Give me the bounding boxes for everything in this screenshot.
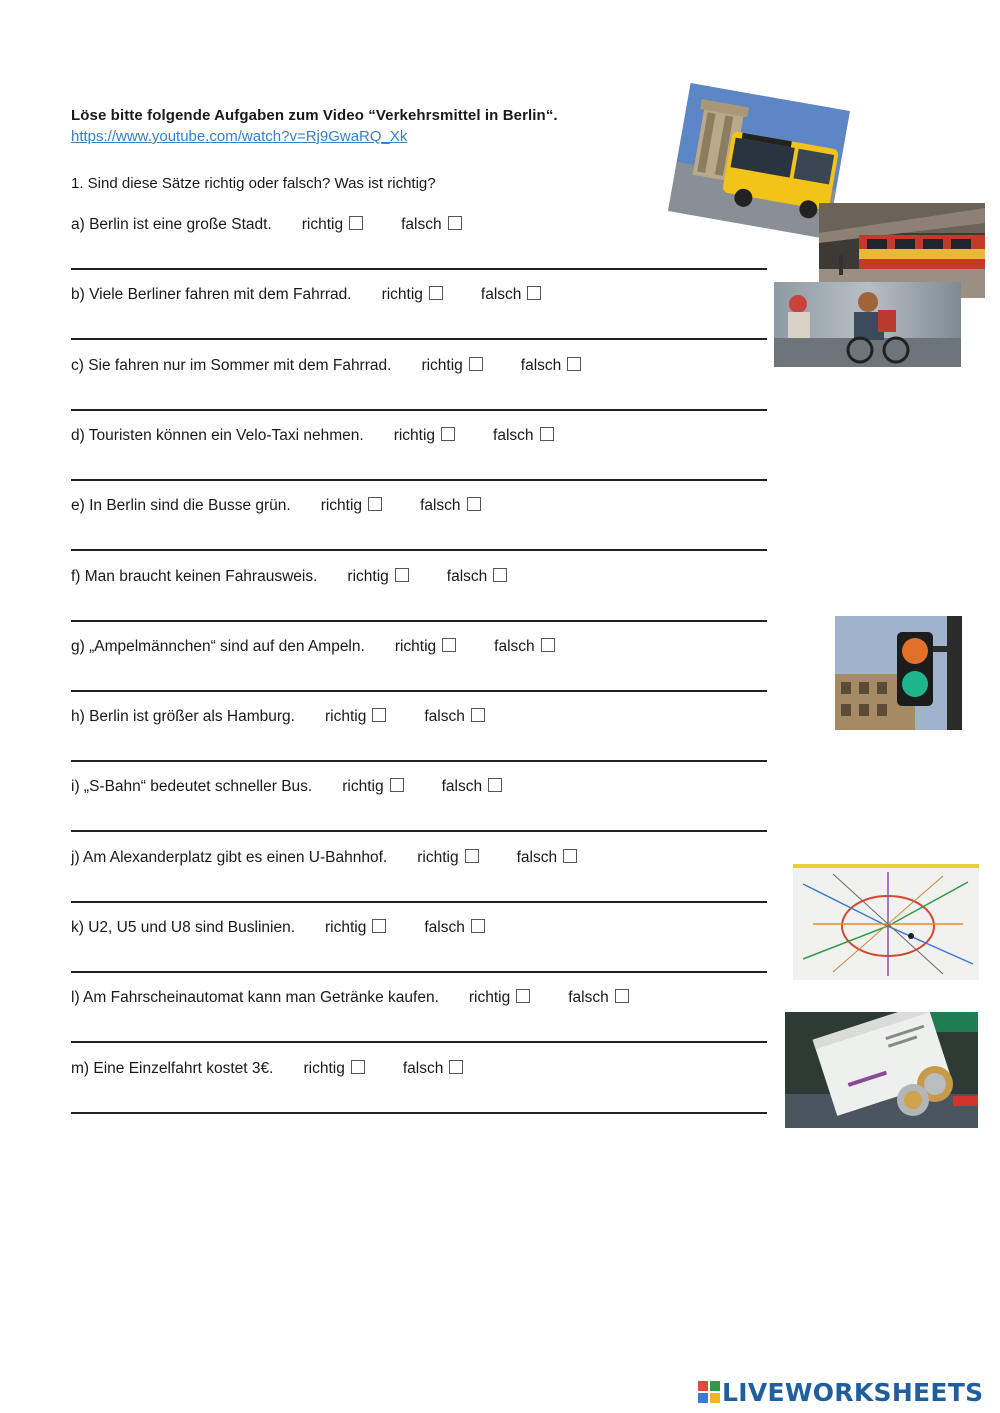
- richtig-label: richtig: [393, 427, 436, 444]
- question-text: k) U2, U5 und U8 sind Buslinien.: [71, 919, 296, 936]
- falsch-label: falsch: [402, 1060, 444, 1077]
- richtig-option[interactable]: [421, 357, 482, 375]
- falsch-option[interactable]: [420, 497, 481, 515]
- falsch-option[interactable]: [517, 849, 578, 867]
- answer-line[interactable]: [71, 268, 767, 270]
- falsch-label: falsch: [424, 708, 465, 725]
- falsch-checkbox[interactable]: [527, 286, 541, 300]
- falsch-checkbox[interactable]: [488, 778, 502, 792]
- answer-line[interactable]: [71, 549, 767, 551]
- falsch-checkbox[interactable]: [471, 708, 485, 722]
- richtig-label: richtig: [417, 849, 459, 866]
- question-row: [71, 708, 485, 726]
- falsch-label: falsch: [424, 919, 465, 936]
- falsch-checkbox[interactable]: [467, 497, 481, 511]
- richtig-checkbox[interactable]: [429, 286, 443, 300]
- richtig-checkbox[interactable]: [469, 357, 483, 371]
- traffic-light-photo: [835, 616, 962, 730]
- falsch-checkbox[interactable]: [449, 1060, 463, 1074]
- falsch-label: falsch: [401, 216, 442, 233]
- richtig-checkbox[interactable]: [390, 778, 404, 792]
- richtig-label: richtig: [320, 497, 363, 514]
- falsch-checkbox[interactable]: [493, 568, 507, 582]
- falsch-option[interactable]: [442, 778, 503, 796]
- richtig-option[interactable]: [382, 286, 443, 304]
- richtig-option[interactable]: [325, 708, 386, 726]
- richtig-label: richtig: [325, 919, 367, 936]
- question-text: d) Touristen können ein Velo-Taxi nehmen.: [71, 427, 364, 444]
- worksheet-heading: Löse bitte folgende Aufgaben zum Video “Verkehrsmittel in Berlin“.: [71, 107, 558, 124]
- richtig-label: richtig: [303, 1060, 345, 1077]
- transit-map-photo: [793, 864, 979, 980]
- falsch-checkbox[interactable]: [563, 849, 577, 863]
- answer-line[interactable]: [71, 760, 767, 762]
- richtig-label: richtig: [394, 638, 437, 655]
- question-row: [71, 778, 502, 796]
- richtig-label: richtig: [347, 568, 389, 585]
- falsch-label: falsch: [420, 497, 461, 514]
- falsch-option[interactable]: [494, 638, 555, 656]
- falsch-option[interactable]: [493, 427, 554, 445]
- richtig-checkbox[interactable]: [349, 216, 363, 230]
- richtig-checkbox[interactable]: [442, 638, 456, 652]
- falsch-label: falsch: [516, 849, 558, 866]
- question-text: b) Viele Berliner fahren mit dem Fahrrad.: [71, 286, 352, 303]
- brand-text: LIVEWORKSHEETS: [722, 1377, 984, 1407]
- answer-line[interactable]: [71, 479, 767, 481]
- falsch-option[interactable]: [424, 708, 485, 726]
- richtig-option[interactable]: [395, 638, 456, 656]
- falsch-option[interactable]: [521, 357, 582, 375]
- question-text: i) „S-Bahn“ bedeutet schneller Bus.: [71, 778, 313, 795]
- richtig-checkbox[interactable]: [441, 427, 455, 441]
- falsch-label: falsch: [494, 638, 535, 655]
- question-text: m) Eine Einzelfahrt kostet 3€.: [71, 1060, 274, 1077]
- falsch-label: falsch: [480, 286, 522, 303]
- richtig-checkbox[interactable]: [372, 708, 386, 722]
- falsch-label: falsch: [446, 568, 488, 585]
- question-row: [71, 216, 462, 234]
- richtig-checkbox[interactable]: [368, 497, 382, 511]
- brand-grid-icon: [698, 1381, 720, 1403]
- question-row: [71, 1060, 463, 1078]
- falsch-option[interactable]: [401, 216, 462, 234]
- richtig-label: richtig: [468, 989, 511, 1006]
- richtig-option[interactable]: [469, 989, 530, 1007]
- question-text: f) Man braucht keinen Fahrausweis.: [71, 568, 318, 585]
- question-text: g) „Ampelmännchen“ sind auf den Ampeln.: [71, 638, 365, 655]
- falsch-option[interactable]: [481, 286, 542, 304]
- answer-line[interactable]: [71, 830, 767, 832]
- falsch-label: falsch: [520, 357, 562, 374]
- question-row: [71, 989, 629, 1007]
- question-row: [71, 497, 481, 515]
- richtig-label: richtig: [421, 357, 463, 374]
- richtig-label: richtig: [381, 286, 423, 303]
- falsch-option[interactable]: [403, 1060, 464, 1078]
- answer-line[interactable]: [71, 1112, 767, 1114]
- falsch-checkbox[interactable]: [567, 357, 581, 371]
- question-row: [71, 357, 581, 375]
- question-row: [71, 919, 485, 937]
- liveworksheets-logo: [698, 1377, 983, 1407]
- task-instruction: 1. Sind diese Sätze richtig oder falsch? Was ist richtig?: [71, 175, 436, 192]
- richtig-label: richtig: [324, 708, 367, 725]
- falsch-option[interactable]: [568, 989, 629, 1007]
- question-row: [71, 849, 577, 867]
- richtig-option[interactable]: [325, 919, 386, 937]
- answer-line[interactable]: [71, 901, 767, 903]
- answer-line[interactable]: [71, 971, 767, 973]
- falsch-checkbox[interactable]: [471, 919, 485, 933]
- question-row: [71, 286, 541, 304]
- answer-line[interactable]: [71, 690, 767, 692]
- falsch-label: falsch: [493, 427, 534, 444]
- richtig-checkbox[interactable]: [395, 568, 409, 582]
- richtig-label: richtig: [342, 778, 384, 795]
- falsch-checkbox[interactable]: [615, 989, 629, 1003]
- richtig-option[interactable]: [302, 216, 363, 234]
- question-row: [71, 427, 554, 445]
- question-text: j) Am Alexanderplatz gibt es einen U-Bahnhof.: [71, 849, 388, 866]
- question-text: a) Berlin ist eine große Stadt.: [71, 216, 272, 233]
- richtig-option[interactable]: [303, 1060, 364, 1078]
- falsch-label: falsch: [568, 989, 609, 1006]
- richtig-option[interactable]: [321, 497, 382, 515]
- answer-line[interactable]: [71, 620, 767, 622]
- falsch-checkbox[interactable]: [448, 216, 462, 230]
- richtig-option[interactable]: [417, 849, 478, 867]
- richtig-label: richtig: [301, 216, 344, 233]
- richtig-checkbox[interactable]: [372, 919, 386, 933]
- richtig-option[interactable]: [342, 778, 403, 796]
- falsch-option[interactable]: [424, 919, 485, 937]
- question-text: l) Am Fahrscheinautomat kann man Getränke kaufen.: [71, 989, 439, 1006]
- richtig-option[interactable]: [347, 568, 408, 586]
- falsch-label: falsch: [441, 778, 483, 795]
- richtig-checkbox[interactable]: [516, 989, 530, 1003]
- richtig-checkbox[interactable]: [351, 1060, 365, 1074]
- ticket-photo: [785, 1012, 978, 1128]
- question-row: [71, 568, 507, 586]
- answer-line[interactable]: [71, 1041, 767, 1043]
- richtig-checkbox[interactable]: [465, 849, 479, 863]
- answer-line[interactable]: [71, 338, 767, 340]
- richtig-option[interactable]: [394, 427, 455, 445]
- question-row: [71, 638, 555, 656]
- question-text: h) Berlin ist größer als Hamburg.: [71, 708, 295, 725]
- cyclists-photo: [774, 282, 961, 367]
- falsch-checkbox[interactable]: [540, 427, 554, 441]
- answer-line[interactable]: [71, 409, 767, 411]
- video-link[interactable]: https://www.youtube.com/watch?v=Rj9GwaRQ_Xk: [71, 128, 408, 145]
- falsch-checkbox[interactable]: [541, 638, 555, 652]
- question-text: e) In Berlin sind die Busse grün.: [71, 497, 291, 514]
- falsch-option[interactable]: [447, 568, 508, 586]
- question-text: c) Sie fahren nur im Sommer mit dem Fahrrad.: [71, 357, 392, 374]
